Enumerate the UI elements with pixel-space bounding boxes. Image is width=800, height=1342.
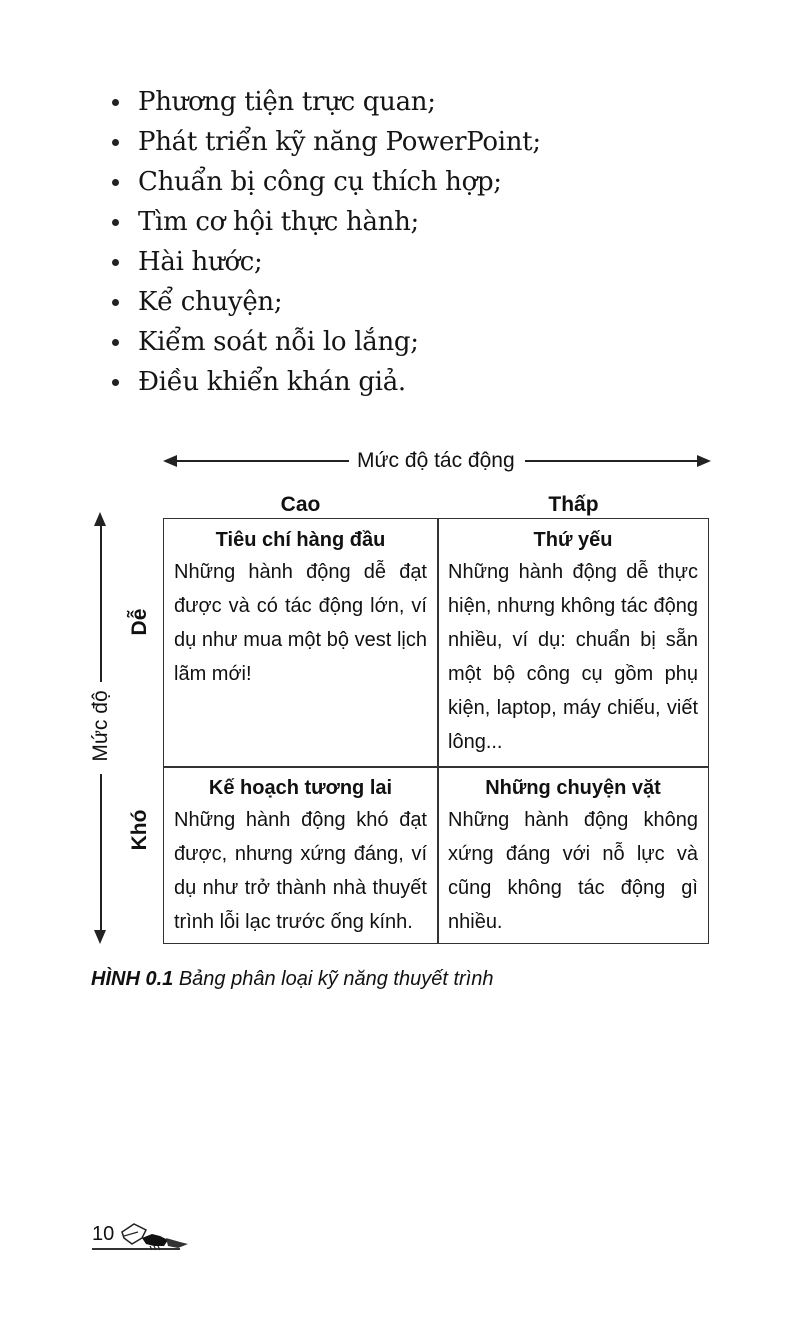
cell-future-plan [164, 767, 437, 943]
cell-body: Những hành động khó đạt được, nhưng xứng đáng, ví dụ như trở thành nhà thuyết trình lỗi lạc trước ống kính. [174, 809, 427, 933]
skill-matrix [163, 518, 709, 944]
axis-line [169, 460, 349, 462]
bullet-item: Tìm cơ hội thực hành; [112, 202, 541, 242]
cell-title: Tiêu chí hàng đầu [215, 529, 386, 551]
cell-title: Kế hoạch tương lai [208, 777, 393, 799]
cell-body: Những hành động dễ đạt được và có tác động lớn, ví dụ như mua một bộ vest lịch lãm mới! [174, 561, 427, 685]
axis-line [100, 774, 102, 932]
axis-line [100, 524, 102, 682]
axis-line [525, 460, 705, 462]
bullet-item: Chuẩn bị công cụ thích hợp; [112, 162, 541, 202]
column-header-low: Thấp [548, 493, 599, 516]
cell-title: Thứ yếu [533, 529, 613, 551]
bullet-dot-icon [112, 339, 119, 346]
arrow-right-icon [697, 455, 711, 467]
bullet-item: Điều khiển khán giả. [112, 362, 541, 402]
difficulty-axis-label: Mức độ [89, 690, 112, 762]
cell-body: Những hành động không xứng đáng với nỗ lực và cũng không tác động gì nhiều. [448, 809, 698, 933]
figure-caption [91, 968, 493, 991]
figure-number: HÌNH 0.1 [91, 968, 174, 990]
cell-secondary [438, 519, 708, 766]
impact-axis [163, 446, 711, 476]
page-number: 10 [92, 1223, 115, 1245]
impact-axis-label: Mức độ tác động [357, 449, 515, 472]
figure-caption-text: Bảng phân loại kỹ năng thuyết trình [178, 968, 494, 990]
row-header-easy: Dễ [128, 608, 151, 636]
cell-title: Những chuyện vặt [485, 777, 661, 799]
bullet-dot-icon [112, 219, 119, 226]
bullet-item: Phương tiện trực quan; [112, 82, 541, 122]
arrow-down-icon [94, 930, 106, 944]
bullet-item: Kiểm soát nỗi lo lắng; [112, 322, 541, 362]
cell-trivial [438, 767, 708, 943]
bullet-dot-icon [112, 299, 119, 306]
cell-body: Những hành động dễ thực hiện, nhưng không tác động nhiều, ví dụ: chuẩn bị sẵn một bộ công cụ gồm phụ kiện, laptop, máy chiếu, viết lông... [448, 561, 698, 753]
bullet-dot-icon [112, 259, 119, 266]
cell-top-priority [164, 519, 437, 766]
bullet-dot-icon [112, 379, 119, 386]
column-header-high: Cao [280, 493, 321, 516]
bullet-item: Hài hước; [112, 242, 541, 282]
bullet-dot-icon [112, 99, 119, 106]
bullet-dot-icon [112, 179, 119, 186]
bullet-dot-icon [112, 139, 119, 146]
bullet-list [112, 82, 541, 402]
row-header-hard: Khó [128, 809, 151, 851]
dragon-ornament-icon [118, 1222, 190, 1252]
difficulty-axis [86, 512, 116, 944]
bullet-item: Phát triển kỹ năng PowerPoint; [112, 122, 541, 162]
bullet-item: Kể chuyện; [112, 282, 541, 322]
